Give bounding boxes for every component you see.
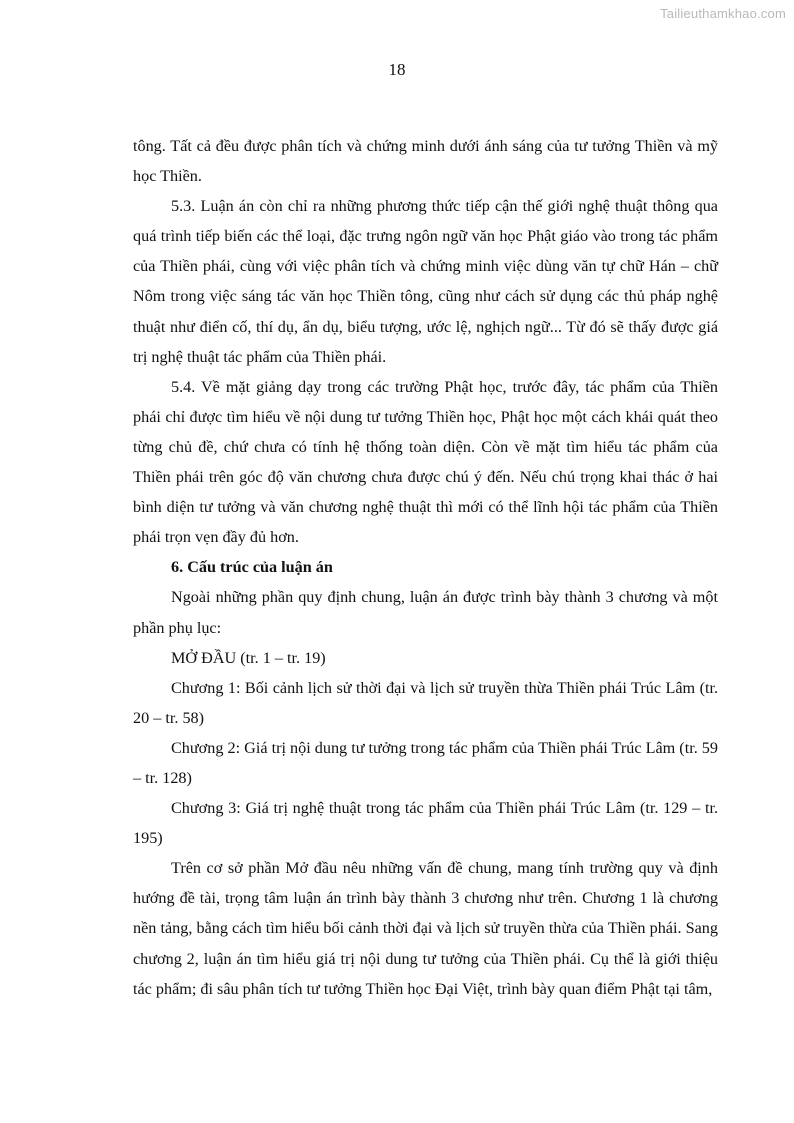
document-body bbox=[133, 131, 718, 1004]
list-item-chapter-1: Chương 1: Bối cảnh lịch sử thời đại và lịch sử truyền thừa Thiền phái Trúc Lâm (tr. 20 – tr. 58) bbox=[133, 678, 718, 727]
list-item-chapter-2: Chương 2: Giá trị nội dung tư tưởng trong tác phẩm của Thiền phái Trúc Lâm (tr. 59 – tr. 128) bbox=[133, 738, 718, 787]
list-item-introduction: MỞ ĐẦU (tr. 1 – tr. 19) bbox=[171, 648, 326, 667]
paragraph-continuation: tông. Tất cả đều được phân tích và chứng minh dưới ánh sáng của tư tưởng Thiền và mỹ học Thiền. bbox=[133, 137, 718, 186]
paragraph-structure-intro: Ngoài những phần quy định chung, luận án được trình bày thành 3 chương và một phần phụ lục: bbox=[133, 588, 718, 637]
paragraph-5-3: 5.3. Luận án còn chỉ ra những phương thức tiếp cận thế giới nghệ thuật thông qua quá trình tiếp biến các thể loại, đặc trưng ngôn ngữ văn học Phật giáo vào trong tác phẩm của Thiền phái, cùng với việc phân tích và chứng minh việc dùng văn tự chữ Hán – chữ Nôm trong việc sáng tác văn học Thiền tông, cũng như cách sử dụng các thủ pháp nghệ thuật như điển cố, thí dụ, ẩn dụ, biểu tượng, ước lệ, nghịch ngữ... Từ đó sẽ thấy được giá trị nghệ thuật tác phẩm của Thiền phái. bbox=[133, 197, 718, 366]
section-heading: 6. Cấu trúc của luận án bbox=[171, 558, 333, 577]
page-number: 18 bbox=[388, 60, 406, 79]
watermark: Tailieuthamkhao.com bbox=[660, 6, 786, 21]
paragraph-5-4: 5.4. Về mặt giảng dạy trong các trường Phật học, trước đây, tác phẩm của Thiền phái chỉ được tìm hiểu về nội dung tư tưởng Thiền học, Phật học một cách khái quát theo từng chủ đề, chứ chưa có tính hệ thống toàn diện. Còn về mặt tìm hiểu tác phẩm của Thiền phái trên góc độ văn chương chưa được chú ý đến. Nếu chú trọng khai thác ở hai bình diện tư tưởng và văn chương nghệ thuật thì mới có thể lĩnh hội tác phẩm của Thiền phái trọn vẹn đầy đủ hơn. bbox=[133, 377, 718, 547]
list-item-chapter-3: Chương 3: Giá trị nghệ thuật trong tác phẩm của Thiền phái Trúc Lâm (tr. 129 – tr. 195) bbox=[133, 799, 718, 848]
paragraph-summary: Trên cơ sở phần Mở đầu nêu những vấn đề chung, mang tính trường quy và định hướng đề tài, trọng tâm luận án trình bày thành 3 chương như trên. Chương 1 là chương nền tảng, bằng cách tìm hiểu bối cảnh thời đại và lịch sử truyền thừa của Thiền phái. Sang chương 2, luận án tìm hiểu giá trị nội dung tư tưởng của Thiền phái. Cụ thể là giới thiệu tác phẩm; đi sâu phân tích tư tưởng Thiền học Đại Việt, trình bày quan điểm Phật tại tâm, bbox=[133, 859, 718, 998]
